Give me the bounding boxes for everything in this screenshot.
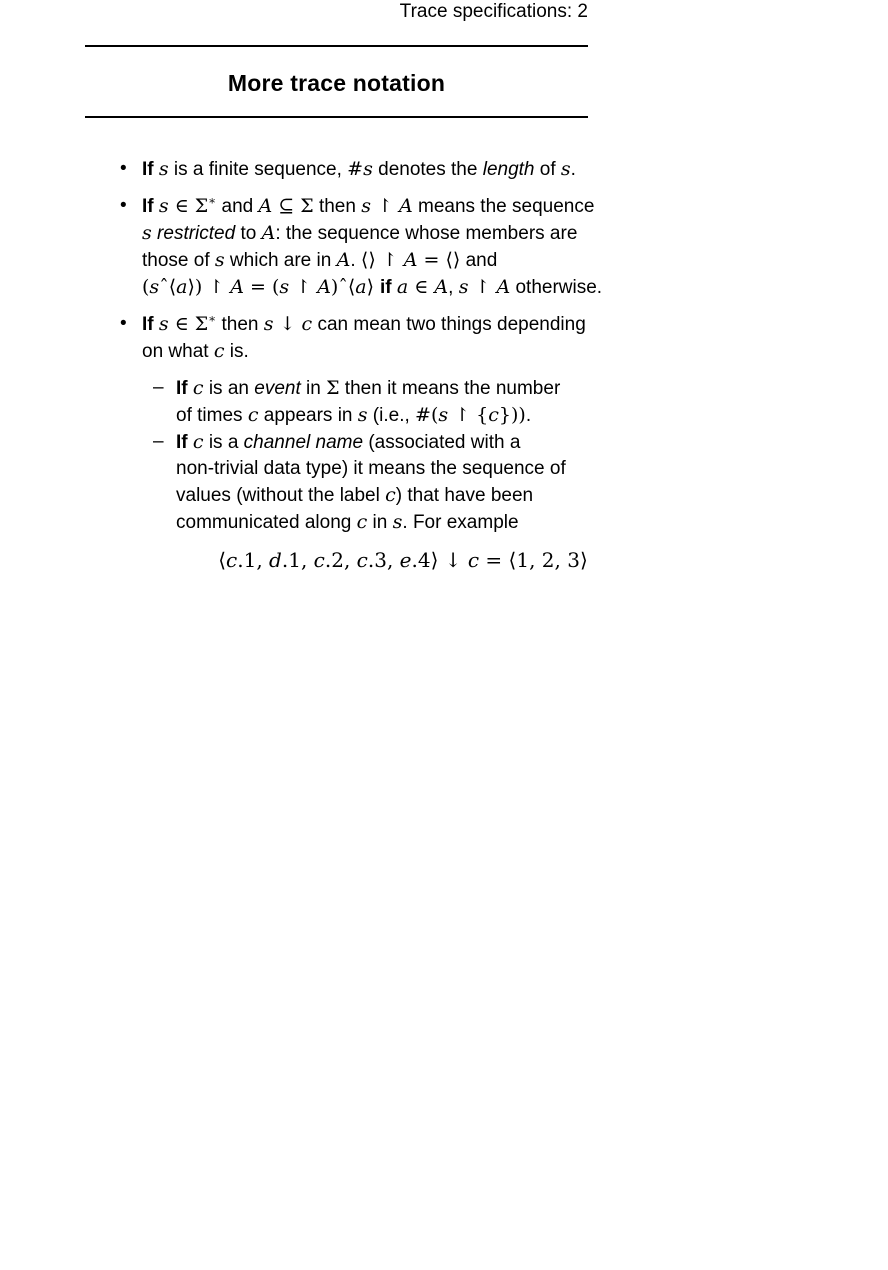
text-segment: c [385,484,396,506]
text-segment: #( [415,404,439,426]
text-segment: .2, [324,548,357,572]
text-segment: ∗ [208,193,217,208]
text-segment: denotes the [372,159,483,180]
text-segment: length [482,159,535,180]
text-segment: restricted [157,223,236,244]
text-segment: s [361,195,371,217]
bullet-item [120,311,600,365]
text-segment: is a finite sequence, [168,159,348,180]
text-segment: (i.e., [367,405,416,426]
text-segment: (associated with a [363,432,521,453]
text-segment: ⟩) ↾ [187,276,231,298]
divider-top [85,45,588,47]
text-segment: Σ [326,377,340,399]
text-segment: s [458,276,469,298]
text-segment: non-trivial data type) it means the sequence of [176,458,566,479]
text-segment: = ⟨1, 2, 3⟩ [479,548,588,572]
text-segment: s [279,276,290,298]
text-segment: If [142,196,159,217]
text-segment: ∈ Σ [168,313,209,335]
text-segment: A [403,249,418,271]
text-line [142,274,602,301]
text-segment: c [247,404,259,426]
text-segment: ∈ [408,276,435,298]
text-segment: c [467,548,480,572]
text-segment: of [534,159,561,180]
text-segment: ↾ [289,276,318,298]
text-segment: ↾ [370,195,399,217]
text-line [142,220,602,247]
page-header: Trace specifications: 2 [399,1,588,22]
text-segment: s [158,313,169,335]
text-segment: c [192,377,204,399]
divider-bottom [85,116,588,118]
bullet-dot-marker: • [120,158,127,179]
bullet-list [120,156,603,536]
text-segment: is an [203,378,255,399]
text-segment: and [216,196,259,217]
text-line [176,482,600,509]
text-segment: If [176,378,193,399]
text-line [176,429,600,456]
text-segment: then [216,314,264,335]
text-segment: can mean two things depending [312,314,586,335]
text-segment: ⟩ [366,276,381,298]
text-segment: a [176,276,188,298]
text-segment: then it means the number [339,378,561,399]
bullet-item [120,156,600,183]
text-segment: e [399,548,412,572]
bullet-dot-marker: • [120,313,127,334]
text-segment: ⟨ [218,548,227,572]
text-segment: )ˆ⟨ [330,276,356,298]
text-line [176,375,600,402]
text-segment: c [356,511,368,533]
text-segment: ∗ [208,311,217,326]
text-segment: c [301,313,313,335]
text-segment: .3, [367,548,400,572]
text-segment: those of [142,250,215,271]
text-segment: c [313,548,325,572]
formula [190,547,616,574]
dash-marker: – [153,431,164,452]
text-segment: of times [176,405,248,426]
text-segment: c [213,340,225,362]
text-segment: = ⟨⟩ [417,249,461,271]
text-segment: A [261,222,276,244]
text-segment: event [254,378,301,399]
slide-title: More trace notation [227,70,446,96]
dash-marker: – [153,377,164,398]
bullet-dot-marker: • [120,195,127,216]
bullet-item [120,193,603,301]
bullet-item [153,375,600,429]
text-segment: A [230,276,244,298]
text-segment: to [235,223,262,244]
text-segment: # [347,158,364,180]
formula-line [190,547,616,574]
bullet-text [176,429,600,536]
text-line [176,456,600,482]
text-line [142,247,602,274]
text-segment: appears in [258,405,358,426]
text-segment: and [460,250,498,271]
text-segment: which are in [224,250,337,271]
text-segment: ) that have been [395,485,534,506]
text-segment: A [398,195,413,217]
text-line [142,311,600,338]
text-segment: if [380,277,392,298]
text-segment: otherwise. [510,277,603,298]
text-segment: s [149,276,160,298]
text-segment: communicated along [176,512,357,533]
text-segment: ↾ { [448,404,489,426]
text-segment: s [263,313,274,335]
bullet-text [142,193,602,301]
text-segment: channel name [243,432,364,453]
text-line [176,402,600,429]
text-segment: . [525,405,532,426]
text-segment: ( [142,276,150,298]
text-segment: in [367,512,393,533]
text-segment: means the sequence [412,196,595,217]
text-segment: = ( [244,276,280,298]
text-segment: s [438,404,449,426]
text-segment: in [300,378,327,399]
text-line [142,193,602,220]
text-segment: is. [224,341,249,362]
text-segment: a [355,276,367,298]
text-segment: c [192,431,204,453]
text-segment: ↾ [468,276,497,298]
text-segment: s [392,511,403,533]
text-segment: is a [203,432,244,453]
bullet-text [176,375,600,429]
text-segment: s [560,158,571,180]
text-segment: A [496,276,511,298]
bullet-text [142,311,600,365]
text-segment: ∈ Σ [168,195,209,217]
text-segment: c [488,404,499,426]
text-segment: A [317,276,331,298]
text-segment: If [176,432,193,453]
text-segment: s [357,404,368,426]
text-segment: values (without the label [176,485,386,506]
text-segment: c [356,548,368,572]
text-segment: a [396,276,409,298]
text-segment: })) [498,404,526,426]
text-segment: c [226,548,238,572]
text-segment: d [269,548,282,572]
text-segment: .4⟩ ↓ [411,548,468,572]
text-segment: ↓ [273,313,302,335]
text-segment: .1, [237,548,270,572]
text-segment: s [363,158,373,180]
text-segment: . For example [402,512,519,533]
text-line [142,156,600,183]
text-segment: A [336,249,351,271]
text-segment: . [350,250,361,271]
text-segment: s [158,158,169,180]
text-segment: ⟨⟩ ↾ [360,249,404,271]
text-segment: .1, [281,548,314,572]
text-segment: s [214,249,225,271]
bullet-item [153,429,600,536]
text-line [176,509,600,536]
text-segment: , [448,277,459,298]
text-segment: . [570,159,576,180]
text-segment: A [258,195,273,217]
text-segment: : the sequence whose members are [275,223,578,244]
text-segment: If [142,314,159,335]
text-line [142,338,600,365]
text-segment: then [313,196,362,217]
text-segment: ˆ⟨ [159,276,177,298]
text-segment: s [158,195,169,217]
text-segment: on what [142,341,214,362]
text-segment: s [142,222,152,244]
text-segment: If [142,159,159,180]
text-segment: A [434,276,449,298]
text-segment: ⊆ Σ [272,195,314,217]
bullet-text [142,156,600,183]
